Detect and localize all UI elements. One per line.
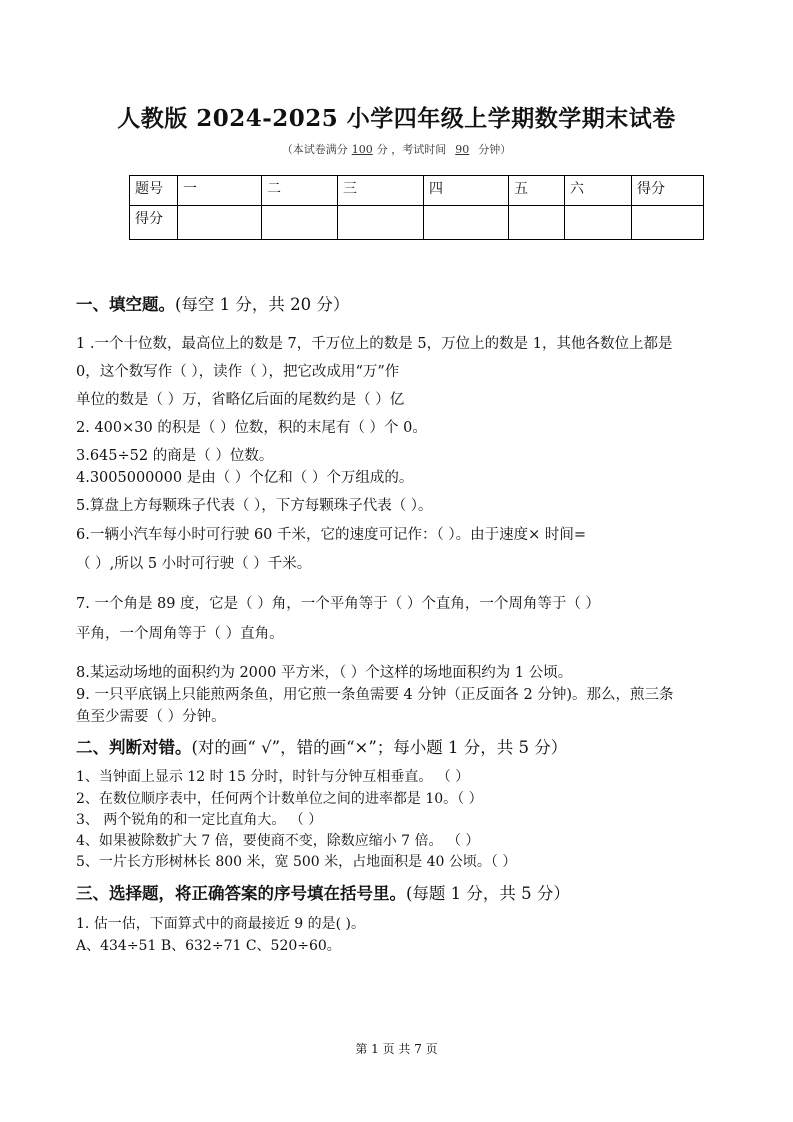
score-table-score-row [130,206,704,240]
question-line: 1、当钟面上显示 12 时 15 分时，时针与分钟互相垂直。 （ ） [76,769,470,785]
question-line: 2. 400×30 的积是（ ）位数，积的末尾有（ ）个 0。 [76,420,427,436]
section-3-title: 三、选择题，将正确答案的序号填在括号里。 [76,884,406,903]
section-1-heading [76,291,349,315]
exam-info-post: 分钟） [478,143,512,156]
question-line: 2、在数位顺序表中，任何两个计数单位之间的进率都是 10。（ ） [76,791,483,807]
question-line: 6.一辆小汽车每小时可行驶 60 千米，它的速度可记作：（ ）。由于速度× 时间= [76,527,587,543]
question-line: 3、 两个锐角的和一定比直角大。 （ ） [76,812,323,828]
score-cell[interactable] [509,206,565,240]
question-line: 单位的数是（ ）万，省略亿后面的尾数约是（ ）亿 [76,392,405,408]
question-line: 3.645÷52 的商是（ ）位数。 [76,448,274,464]
score-table-header-cell: 得分 [632,176,704,206]
full-score-value: 100 [351,143,373,156]
section-1-title: 一、填空题。 [76,295,175,314]
score-table-header-cell: 四 [424,176,509,206]
page-number: 第 1 页 共 7 页 [355,1042,438,1056]
question-line: 鱼至少需要（ ）分钟。 [76,709,226,725]
score-table-header-cell: 三 [338,176,424,206]
question-line: 5.算盘上方每颗珠子代表（ ），下方每颗珠子代表（ ）。 [76,498,433,514]
question-line: 1 .一个十位数，最高位上的数是 7，千万位上的数是 5，万位上的数是 1，其他各数位上都是 [76,336,673,352]
question-line: 平角，一个周角等于（ ）直角。 [76,626,284,642]
answer-options: A、434÷51 B、632÷71 C、520÷60。 [76,938,341,954]
question-line: 5、一片长方形树林长 800 米，宽 500 米，占地面积是 40 公顷。（ ） [76,854,517,870]
section-3-heading [76,880,570,904]
question-line: 7. 一个角是 89 度，它是（ ）角，一个平角等于（ ）个直角，一个周角等于（ ） [76,596,600,612]
score-table-row-label: 得分 [130,206,178,240]
question-line: 1. 估一估，下面算式中的商最接近 9 的是( )。 [76,916,365,932]
exam-info-mid: 分 ，考试时间 [376,143,447,156]
question-line: 0，这个数写作（ ），读作（ ），把它改成用“万”作 [76,364,400,380]
section-2-note: (对的画“ √”，错的画“×”；每小题 1 分，共 5 分） [191,738,568,757]
section-1-note: (每空 1 分，共 20 分） [175,295,350,314]
score-table-header-cell: 一 [178,176,262,206]
question-line: 8.某运动场地的面积约为 2000 平方米，（ ）个这样的场地面积约为 1 公顷。 [76,665,573,681]
score-cell[interactable] [262,206,338,240]
score-cell[interactable] [565,206,632,240]
score-table [129,175,704,240]
question-line: 4.3005000000 是由（ ）个亿和（ ）个万组成的。 [76,470,414,486]
score-table-header-cell: 五 [509,176,565,206]
exam-info [0,141,793,157]
score-table-header-cell: 二 [262,176,338,206]
score-cell[interactable] [338,206,424,240]
section-2-heading [76,734,567,758]
score-cell[interactable] [632,206,704,240]
exam-info-pre: （本试卷满分 [281,143,348,156]
section-3-note: (每题 1 分，共 5 分） [406,884,570,903]
score-table-header-cell: 题号 [130,176,178,206]
section-2-title: 二、判断对错。 [76,738,192,757]
score-table-header-cell: 六 [565,176,632,206]
page-title: 人教版 2024-2025 小学四年级上学期数学期末试卷 [117,105,676,132]
question-line: 9. 一只平底锅上只能煎两条鱼，用它煎一条鱼需要 4 分钟（正反面各 2 分钟)。那么，煎三条 [76,687,674,703]
score-table-header-row [130,176,704,206]
time-value: 90 [455,143,470,156]
question-line: 4、如果被除数扩大 7 倍，要使商不变，除数应缩小 7 倍。 （ ） [76,833,480,849]
score-cell[interactable] [178,206,262,240]
score-cell[interactable] [424,206,509,240]
question-line: （ ）,所以 5 小时可行驶（ ）千米。 [76,556,312,572]
